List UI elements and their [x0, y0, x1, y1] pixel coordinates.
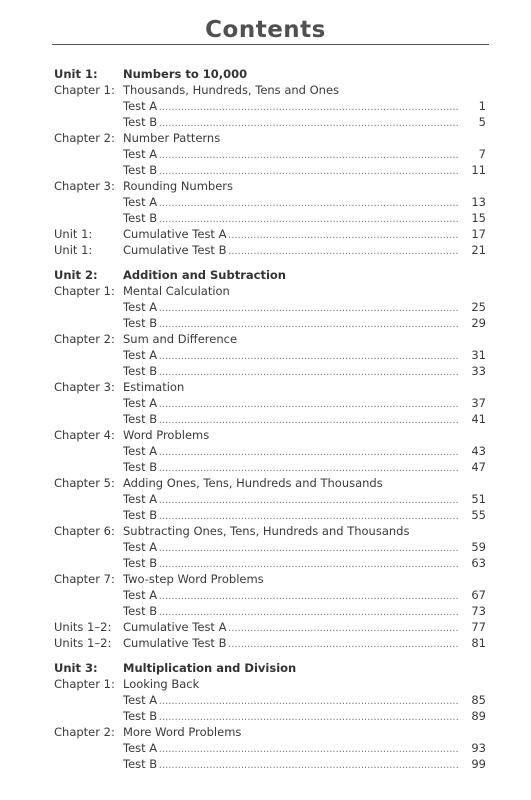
- chapter-label: Chapter 2:: [54, 131, 115, 145]
- chapter-heading[interactable]: [0, 130, 531, 146]
- entry-unit-label: Unit 1:: [54, 227, 93, 241]
- chapter-heading[interactable]: [0, 571, 531, 587]
- chapter-title: Thousands, Hundreds, Tens and Ones: [123, 83, 340, 97]
- cumulative-test-entry[interactable]: [0, 619, 531, 635]
- chapter-title: Number Patterns: [123, 131, 221, 145]
- chapter-label: Chapter 7:: [54, 572, 115, 586]
- test-entry[interactable]: [0, 146, 531, 162]
- test-entry[interactable]: [0, 210, 531, 226]
- entry-title: Test A . . .: [123, 98, 458, 116]
- page-number: 33: [471, 364, 486, 378]
- cumulative-test-entry[interactable]: [0, 635, 531, 651]
- unit-title: Multiplication and Division: [123, 661, 297, 675]
- test-entry[interactable]: [0, 756, 531, 772]
- page-number: 17: [471, 227, 486, 241]
- page-number: 21: [471, 243, 486, 257]
- page-number: 93: [471, 741, 486, 755]
- entry-title: Test B . . .: [123, 507, 458, 525]
- entry-title: Test B . . .: [123, 555, 458, 573]
- entry-title: Test A . . .: [123, 443, 458, 461]
- entry-title: Cumulative Test B . . .: [123, 635, 458, 653]
- entry-title: Test B . . .: [123, 162, 458, 180]
- page-number: 15: [471, 211, 486, 225]
- chapter-heading[interactable]: [0, 427, 531, 443]
- chapter-heading[interactable]: [0, 475, 531, 491]
- entry-title: Test B . . .: [123, 363, 458, 381]
- test-entry[interactable]: [0, 114, 531, 130]
- entry-title: Test A . . .: [123, 491, 458, 509]
- chapter-heading[interactable]: [0, 331, 531, 347]
- chapter-heading[interactable]: [0, 379, 531, 395]
- entry-title: Test B . . .: [123, 756, 458, 774]
- page-number: 59: [471, 540, 486, 554]
- chapter-label: Chapter 6:: [54, 524, 115, 538]
- chapter-title: Mental Calculation: [123, 284, 230, 298]
- test-entry[interactable]: [0, 459, 531, 475]
- chapter-label: Chapter 1:: [54, 284, 115, 298]
- entry-title: Test A . . .: [123, 194, 458, 212]
- entry-unit-label: Unit 1:: [54, 243, 93, 257]
- entry-title: Test A . . .: [123, 299, 458, 317]
- test-entry[interactable]: [0, 194, 531, 210]
- entry-title: Test A . . .: [123, 347, 458, 365]
- test-entry[interactable]: [0, 491, 531, 507]
- chapter-heading[interactable]: [0, 523, 531, 539]
- test-entry[interactable]: [0, 98, 531, 114]
- page-number: 7: [478, 147, 486, 161]
- chapter-title: Word Problems: [123, 428, 210, 442]
- test-entry[interactable]: [0, 315, 531, 331]
- page-number: 25: [471, 300, 486, 314]
- entry-title: Test A . . .: [123, 692, 458, 710]
- entry-title: Test B . . .: [123, 459, 458, 477]
- chapter-title: Sum and Difference: [123, 332, 238, 346]
- page-number: 31: [471, 348, 486, 362]
- chapter-label: Chapter 4:: [54, 428, 115, 442]
- chapter-label: Chapter 5:: [54, 476, 115, 490]
- table-of-contents: [0, 66, 531, 772]
- page-number: 13: [471, 195, 486, 209]
- entry-title: Cumulative Test B . . .: [123, 242, 458, 260]
- unit-label: Unit 2:: [54, 268, 98, 282]
- test-entry[interactable]: [0, 299, 531, 315]
- test-entry[interactable]: [0, 587, 531, 603]
- page-number: 5: [478, 115, 486, 129]
- unit-label: Unit 3:: [54, 661, 98, 675]
- test-entry[interactable]: [0, 411, 531, 427]
- unit-heading[interactable]: [0, 267, 531, 283]
- chapter-heading[interactable]: [0, 724, 531, 740]
- page-number: 81: [471, 636, 486, 650]
- test-entry[interactable]: [0, 555, 531, 571]
- chapter-heading[interactable]: [0, 82, 531, 98]
- page-number: 77: [471, 620, 486, 634]
- test-entry[interactable]: [0, 162, 531, 178]
- entry-title: Cumulative Test A . . .: [123, 619, 458, 637]
- page-number: 51: [471, 492, 486, 506]
- page-number: 89: [471, 709, 486, 723]
- page-number: 41: [471, 412, 486, 426]
- page-number: 29: [471, 316, 486, 330]
- chapter-title: Looking Back: [123, 677, 200, 691]
- page-number: 1: [478, 99, 486, 113]
- page-number: 63: [471, 556, 486, 570]
- entry-unit-label: Units 1–2:: [54, 620, 112, 634]
- test-entry[interactable]: [0, 363, 531, 379]
- chapter-title: Two-step Word Problems: [123, 572, 264, 586]
- entry-title: Test B . . .: [123, 411, 458, 429]
- unit-label: Unit 1:: [54, 67, 98, 81]
- chapter-title: More Word Problems: [123, 725, 242, 739]
- chapter-label: Chapter 3:: [54, 380, 115, 394]
- entry-title: Test A . . .: [123, 740, 458, 758]
- chapter-label: Chapter 1:: [54, 677, 115, 691]
- entry-title: Test B . . .: [123, 114, 458, 132]
- chapter-title: Adding Ones, Tens, Hundreds and Thousands: [123, 476, 383, 490]
- test-entry[interactable]: [0, 708, 531, 724]
- page-number: 55: [471, 508, 486, 522]
- test-entry[interactable]: [0, 740, 531, 756]
- page-title: Contents: [205, 17, 326, 43]
- entry-unit-label: Units 1–2:: [54, 636, 112, 650]
- entry-title: Test B . . .: [123, 315, 458, 333]
- page-number: 43: [471, 444, 486, 458]
- chapter-title: Estimation: [123, 380, 185, 394]
- chapter-title: Rounding Numbers: [123, 179, 234, 193]
- test-entry[interactable]: [0, 443, 531, 459]
- entry-title: Cumulative Test A . . .: [123, 226, 458, 244]
- chapter-label: Chapter 2:: [54, 725, 115, 739]
- test-entry[interactable]: [0, 692, 531, 708]
- test-entry[interactable]: [0, 507, 531, 523]
- chapter-label: Chapter 2:: [54, 332, 115, 346]
- entry-title: Test A . . .: [123, 146, 458, 164]
- page-number: 85: [471, 693, 486, 707]
- chapter-heading[interactable]: [0, 283, 531, 299]
- unit-title: Addition and Subtraction: [123, 268, 286, 282]
- page-number: 37: [471, 396, 486, 410]
- chapter-label: Chapter 3:: [54, 179, 115, 193]
- entry-title: Test A . . .: [123, 395, 458, 413]
- entry-title: Test B . . .: [123, 708, 458, 726]
- page-number: 67: [471, 588, 486, 602]
- test-entry[interactable]: [0, 347, 531, 363]
- unit-title: Numbers to 10,000: [123, 67, 248, 81]
- cumulative-test-entry[interactable]: [0, 242, 531, 258]
- entry-title: Test B . . .: [123, 603, 458, 621]
- test-entry[interactable]: [0, 395, 531, 411]
- page-number: 47: [471, 460, 486, 474]
- page-number: 73: [471, 604, 486, 618]
- chapter-title: Subtracting Ones, Tens, Hundreds and Thousands: [123, 524, 410, 538]
- entry-title: Test A . . .: [123, 539, 458, 557]
- entry-title: Test B . . .: [123, 210, 458, 228]
- entry-title: Test A . . .: [123, 587, 458, 605]
- test-entry[interactable]: [0, 603, 531, 619]
- page-number: 99: [471, 757, 486, 771]
- unit-heading[interactable]: [0, 66, 531, 82]
- chapter-label: Chapter 1:: [54, 83, 115, 97]
- chapter-heading[interactable]: [0, 676, 531, 692]
- page-number: 11: [471, 163, 486, 177]
- title-rule: [52, 44, 489, 45]
- test-entry[interactable]: [0, 539, 531, 555]
- unit-heading[interactable]: [0, 660, 531, 676]
- chapter-heading[interactable]: [0, 178, 531, 194]
- cumulative-test-entry[interactable]: [0, 226, 531, 242]
